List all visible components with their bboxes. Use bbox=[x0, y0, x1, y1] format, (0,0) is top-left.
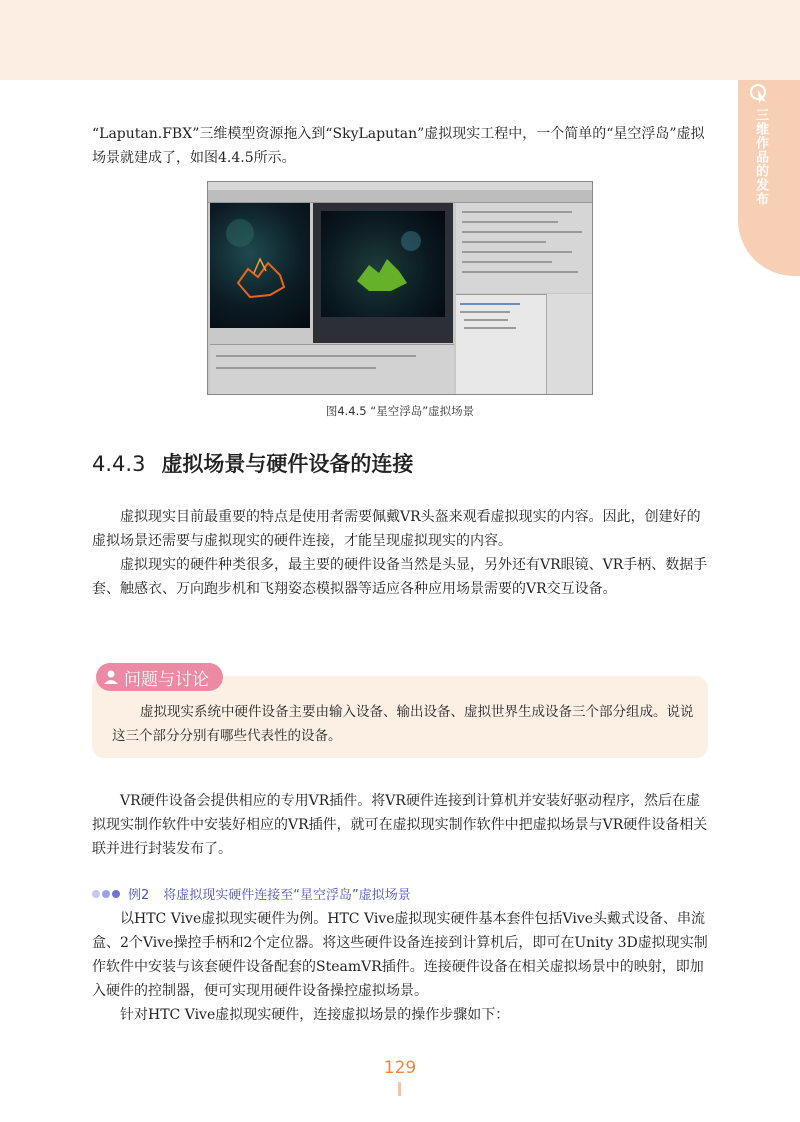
section-number: 4.4.3 bbox=[92, 452, 146, 476]
example-dots-icon bbox=[92, 890, 122, 898]
example-title: 将虚拟现实硬件连接至“星空浮岛”虚拟场景 bbox=[163, 888, 411, 903]
figure-toolbar bbox=[208, 190, 592, 203]
figure-inspector-panel bbox=[456, 203, 592, 293]
figure-console-panel bbox=[210, 344, 454, 395]
paragraph-1: 虚拟现实目前最重要的特点是使用者需要佩戴VR头盔来观看虚拟现实的内容。因此，创建好的虚拟场景还需要与虚拟现实的硬件连接，才能呈现虚拟现实的内容。 bbox=[92, 509, 701, 549]
figure-game-view bbox=[313, 203, 453, 343]
page-number-tick bbox=[398, 1082, 401, 1096]
unity-screenshot-figure bbox=[207, 181, 593, 395]
discussion-badge-label: 问题与讨论 bbox=[124, 669, 209, 690]
paragraph-2: 虚拟现实的硬件种类很多，最主要的硬件设备当然是头显，另外还有VR眼镜、VR手柄、数据手套、触感衣、万向跑步机和飞翔姿态模拟器等适应各种应用场景需要的VR交互设备。 bbox=[92, 557, 708, 597]
paragraph-3: VR硬件设备会提供相应的专用VR插件。将VR硬件连接到计算机并安装好驱动程序，然后在虚拟现实制作软件中安装好相应的VR插件，就可在虚拟现实制作软件中把虚拟场景与VR硬件设备相关联并进行封装发布了。 bbox=[92, 793, 708, 857]
scene-island-outline bbox=[210, 203, 310, 328]
header-band bbox=[0, 0, 800, 80]
example-heading bbox=[92, 884, 411, 903]
figure-hierarchy-panel bbox=[456, 294, 546, 395]
figure-titlebar bbox=[208, 182, 592, 190]
section-heading bbox=[92, 448, 413, 478]
paragraph-5: 针对HTC Vive虚拟现实硬件，连接虚拟场景的操作步骤如下： bbox=[120, 1007, 510, 1023]
chapter-side-label: 三维作品的发布 bbox=[753, 108, 768, 206]
example-label: 例2 bbox=[128, 888, 150, 903]
discussion-text: 虚拟现实系统中硬件设备主要由输入设备、输出设备、虚拟世界生成设备三个部分组成。说说这三个部分分别有哪些代表性的设备。 bbox=[112, 704, 694, 744]
paragraph-4: 以HTC Vive虚拟现实硬件为例。HTC Vive虚拟现实硬件基本套件包括Vive头戴式设备、串流盒、2个Vive操控手柄和2个定位器。将这些硬件设备连接到计算机后，即可在Unity 3D虚拟现实制作软件中安装与该套硬件设备配套的SteamVR插件。连接硬件设备在相关虚拟场景中的映射，即加入硬件的控制器，便可实现用硬件设备操控虚拟场景。 bbox=[92, 911, 708, 999]
people-icon bbox=[102, 668, 120, 686]
cursor-click-icon bbox=[748, 82, 772, 106]
intro-paragraph: “Laputan.FBX”三维模型资源拖入到“SkyLaputan”虚拟现实工程中，一个简单的“星空浮岛”虚拟场景就建成了，如图4.4.5所示。 bbox=[92, 126, 705, 166]
figure-caption: 图4.4.5 “星空浮岛”虚拟场景 bbox=[325, 404, 475, 418]
figure-scene-view bbox=[210, 203, 310, 328]
figure-project-panel bbox=[546, 294, 593, 394]
section-title-text: 虚拟场景与硬件设备的连接 bbox=[161, 452, 414, 476]
discussion-badge bbox=[96, 663, 223, 691]
game-view-viewport bbox=[321, 211, 445, 317]
page-number: 129 bbox=[383, 1058, 417, 1078]
game-island-render bbox=[321, 211, 445, 317]
